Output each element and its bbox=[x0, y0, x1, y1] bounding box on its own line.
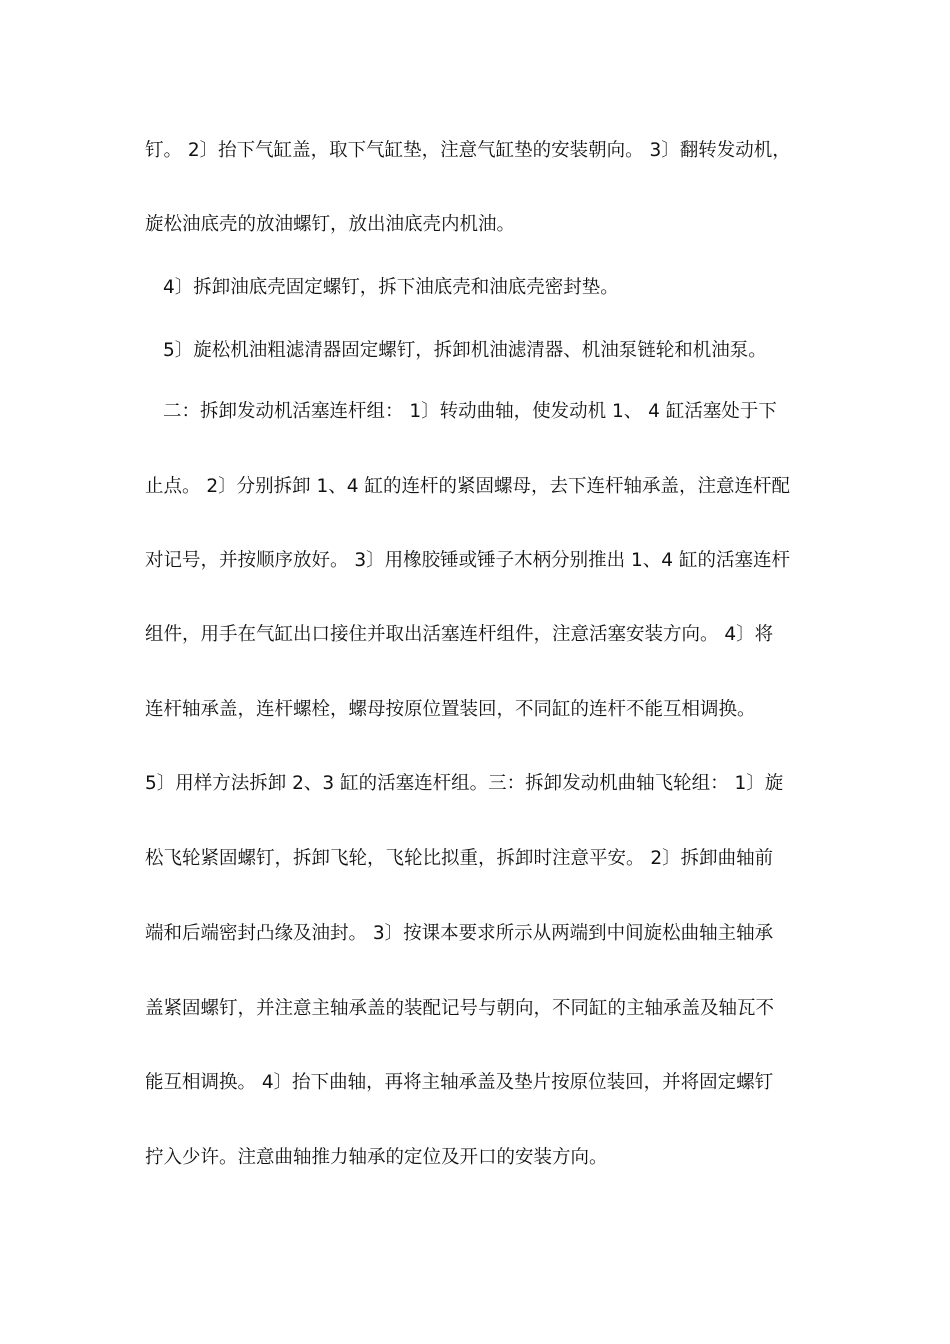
text-line: 拧入少许。注意曲轴推力轴承的定位及开口的安装方向。 bbox=[145, 1147, 608, 1168]
text-line: 二：拆卸发动机活塞连杆组： 1〕转动曲轴，使发动机 1、 4 缸活塞处于下 bbox=[163, 401, 777, 422]
text-line: 对记号，并按顺序放好。 3〕用橡胶锤或锤子木柄分别推出 1、4 缸的活塞连杆 bbox=[145, 550, 790, 571]
text-line: 连杆轴承盖，连杆螺栓，螺母按原位置装回，不同缸的连杆不能互相调换。 bbox=[145, 699, 756, 720]
text-line: 松飞轮紧固螺钉，拆卸飞轮，飞轮比拟重，拆卸时注意平安。 2〕拆卸曲轴前 bbox=[145, 848, 774, 869]
text-line: 端和后端密封凸缘及油封。 3〕按课本要求所示从两端到中间旋松曲轴主轴承 bbox=[145, 923, 774, 944]
text-line: 旋松油底壳的放油螺钉，放出油底壳内机油。 bbox=[145, 214, 516, 235]
text-line: 5〕旋松机油粗滤清器固定螺钉，拆卸机油滤清器、机油泵链轮和机油泵。 bbox=[163, 340, 767, 361]
text-line: 组件，用手在气缸出口接住并取出活塞连杆组件，注意活塞安装方向。 4〕将 bbox=[145, 624, 774, 645]
text-line: 能互相调换。 4〕抬下曲轴，再将主轴承盖及垫片按原位装回，并将固定螺钉 bbox=[145, 1072, 774, 1093]
text-line: 4〕拆卸油底壳固定螺钉，拆下油底壳和油底壳密封垫。 bbox=[163, 277, 619, 298]
text-line: 盖紧固螺钉，并注意主轴承盖的装配记号与朝向，不同缸的主轴承盖及轴瓦不 bbox=[145, 998, 775, 1019]
text-line: 止点。 2〕分别拆卸 1、4 缸的连杆的紧固螺母，去下连杆轴承盖，注意连杆配 bbox=[145, 476, 790, 497]
text-line: 钉。 2〕抬下气缸盖，取下气缸垫，注意气缸垫的安装朝向。 3〕翻转发动机， bbox=[145, 140, 791, 161]
text-line: 5〕用样方法拆卸 2、3 缸的活塞连杆组。三：拆卸发动机曲轴飞轮组： 1〕旋 bbox=[145, 773, 784, 794]
